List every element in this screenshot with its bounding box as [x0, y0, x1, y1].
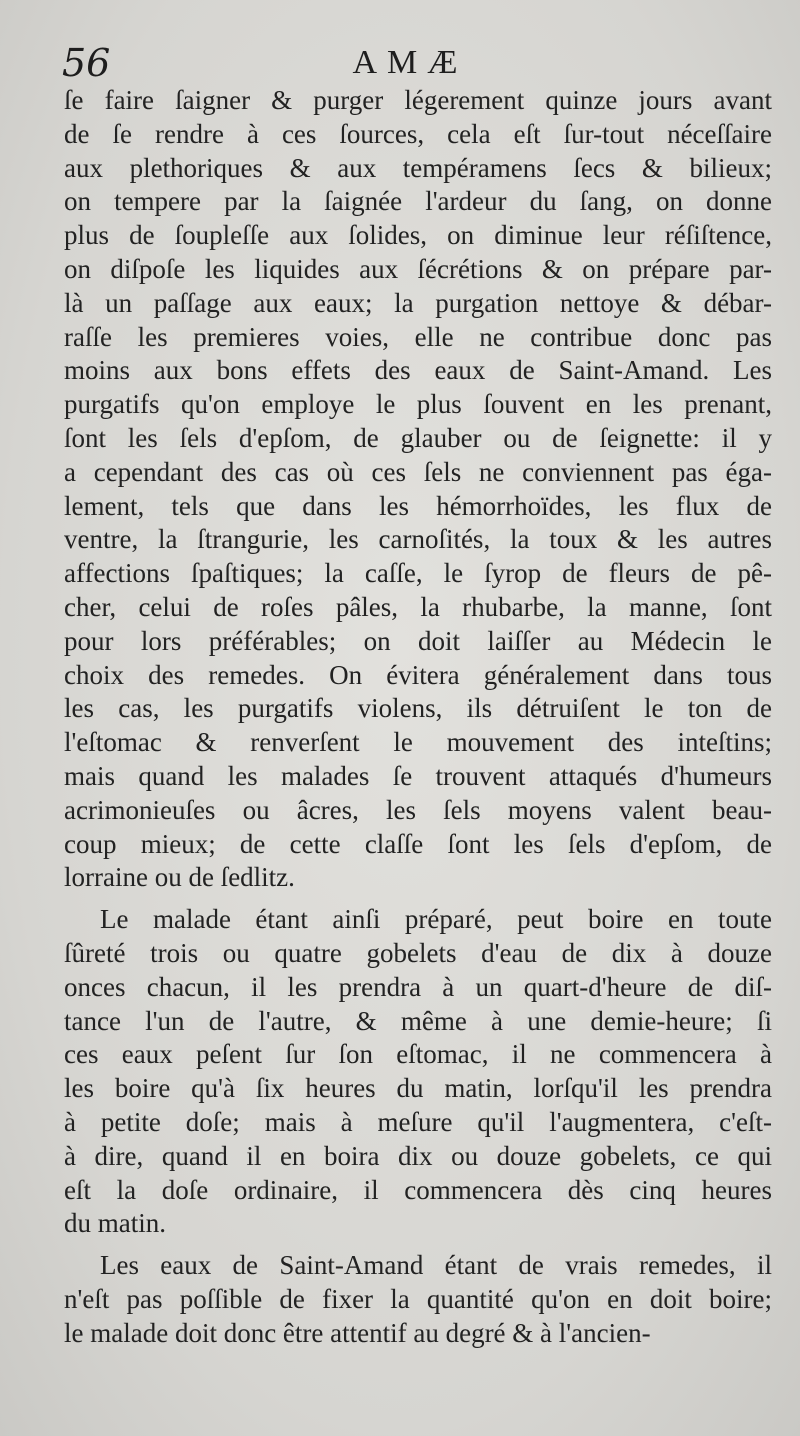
text-line: plus de ſoupleſſe aux ſolides, on diminue leur réſiſtence, — [64, 220, 772, 251]
text-line: moins aux bons effets des eaux de Saint-Amand. Les — [64, 355, 772, 386]
running-head: AMÆ — [352, 44, 468, 81]
paragraph-1 — [64, 84, 772, 895]
paragraph-2 — [64, 903, 772, 1241]
body-text — [64, 84, 772, 1350]
text-line: ſûreté trois ou quatre gobelets d'eau de dix à douze — [64, 937, 772, 968]
text-line: affections ſpaſtiques; la caſſe, le ſyrop de fleurs de pê- — [64, 558, 772, 589]
text-line: coup mieux; de cette claſſe ſont les ſels d'epſom, de — [64, 828, 772, 859]
text-line: de ſe rendre à ces ſources, cela eſt ſur-tout néceſſaire — [64, 118, 772, 149]
text-line: cher, celui de roſes pâles, la rhubarbe, la manne, ſont — [64, 591, 772, 622]
text-line: Les eaux de Saint-Amand étant de vrais remedes, il — [100, 1250, 772, 1281]
text-line: on tempere par la ſaignée l'ardeur du ſang, on donne — [64, 186, 772, 217]
text-line: on diſpoſe les liquides aux ſécrétions & on prépare par- — [64, 253, 772, 284]
text-line: ces eaux peſent ſur ſon eſtomac, il ne commencera à — [64, 1039, 772, 1070]
text-line: n'eſt pas poſſible de fixer la quantité qu'on en doit boire; — [64, 1283, 772, 1314]
paragraph-gap — [64, 1241, 772, 1249]
text-line: ventre, la ſtrangurie, les carnoſités, la toux & les autres — [64, 524, 772, 555]
text-line: l'eſtomac & renverſent le mouvement des inteſtins; — [64, 727, 772, 758]
text-line: mais quand les malades ſe trouvent attaqués d'humeurs — [64, 760, 772, 791]
text-line: a cependant des cas où ces ſels ne conviennent pas éga- — [64, 456, 772, 487]
text-line: choix des remedes. On évitera généralement dans tous — [64, 659, 772, 690]
text-line: du matin. — [64, 1208, 166, 1239]
text-line: tance l'un de l'autre, & même à une demie-heure; ſi — [64, 1005, 772, 1036]
text-line: aux plethoriques & aux tempéramens ſecs & bilieux; — [64, 152, 772, 183]
text-line: les cas, les purgatifs violens, ils détruiſent le ton de — [64, 693, 772, 724]
text-line: raſſe les premieres voies, elle ne contribue donc pas — [64, 321, 772, 352]
text-line: là un paſſage aux eaux; la purgation nettoye & débar- — [64, 287, 772, 318]
text-line: onces chacun, il les prendra à un quart-d'heure de diſ- — [64, 971, 772, 1002]
text-line: lorraine ou de ſedlitz. — [64, 862, 295, 893]
text-line: lement, tels que dans les hémorrhoïdes, les flux de — [64, 490, 772, 521]
page-number: 56 — [62, 41, 111, 85]
text-line: eſt la doſe ordinaire, il commencera dès cinq heures — [64, 1174, 772, 1205]
text-line: le malade doit donc être attentif au degré & à l'ancien- — [64, 1317, 651, 1348]
text-line: ſe faire ſaigner & purger légerement quinze jours avant — [64, 85, 772, 115]
page-header — [0, 38, 800, 88]
paragraph-3 — [64, 1249, 772, 1350]
paragraph-gap — [64, 895, 772, 903]
text-line: ſont les ſels d'epſom, de glauber ou de ſeignette: il y — [64, 422, 772, 453]
text-line: à dire, quand il en boira dix ou douze gobelets, ce qui — [64, 1140, 772, 1171]
text-line: pour lors préférables; on doit laiſſer au Médecin le — [64, 625, 772, 656]
text-line: les boire qu'à ſix heures du matin, lorſqu'il les prendra — [64, 1073, 772, 1104]
text-line: acrimonieuſes ou âcres, les ſels moyens valent beau- — [64, 794, 772, 825]
text-line: Le malade étant ainſi préparé, peut boire en toute — [100, 904, 772, 935]
text-line: purgatifs qu'on employe le plus ſouvent en les prenant, — [64, 389, 772, 420]
text-line: à petite doſe; mais à meſure qu'il l'augmentera, c'eſt- — [64, 1106, 772, 1137]
